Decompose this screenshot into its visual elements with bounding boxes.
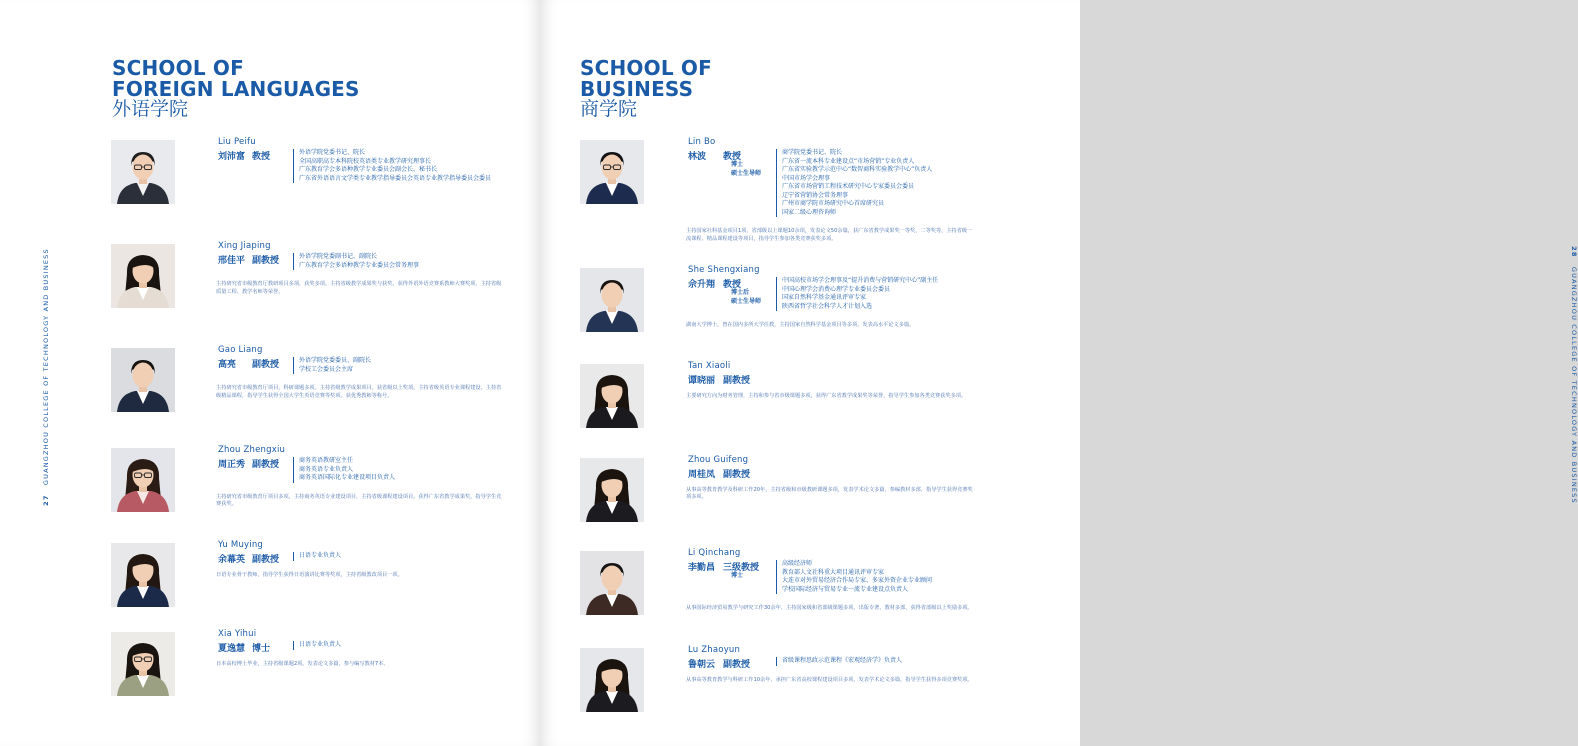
- left-page-number: 27: [42, 494, 50, 506]
- profile-academic-title: 教授: [252, 152, 271, 162]
- profile-role: 高级经济师: [782, 560, 813, 567]
- profile-photo: [111, 348, 175, 412]
- profile-academic-title: 副教授: [723, 470, 751, 480]
- profile-role: 陕西省哲学社会科学人才计划入选: [782, 302, 873, 310]
- profile-photo: [111, 244, 175, 308]
- profile-photo: [580, 648, 644, 712]
- profile-roles: [293, 641, 341, 650]
- profile-photo: [580, 458, 644, 522]
- profile-role: 商学院党委书记、院长: [782, 149, 843, 156]
- right-school-title-en: [580, 58, 712, 100]
- right-side-caption: [1570, 240, 1578, 504]
- profile-name-en: Zhou Guifeng: [688, 455, 749, 465]
- profile-role: 商务英语教研室主任: [299, 457, 354, 464]
- left-school-title-en: [112, 58, 360, 100]
- profile-name-en: Zhou Zhengxiu: [218, 445, 286, 455]
- profile-name-cn: 周桂凤: [688, 470, 716, 480]
- profile-degrees: [731, 572, 743, 581]
- profile-name-en: Yu Muying: [218, 540, 264, 550]
- left-title-line-2: FOREIGN LANGUAGES: [112, 77, 360, 101]
- profile-bio: 湖南大学博士，曾在国内多所大学任教，主持国家自然科学基金项目等多项，发表高水平论文多篇。: [686, 322, 915, 328]
- profile-photo: [111, 543, 175, 607]
- profile-degree: 硕士生导师: [731, 297, 762, 305]
- profile-name-en: She Shengxiang: [688, 265, 760, 275]
- left-side-college-name: GUANGZHOU COLLEGE OF TECHNOLOGY AND BUSINESS: [42, 248, 50, 486]
- profile-bio: 从事高等教育教学与科研工作10余年，承担广东省高校课程建设项目多项，发表学术论文多篇，指导学生获得多项竞赛奖项。: [686, 676, 973, 683]
- profile-role: 大连市对外贸易经济合作局专家、多家外资企业专业顾问: [782, 577, 933, 584]
- profile-role: 广东省一流本科专业建设点“市场营销”专业负责人: [782, 157, 915, 165]
- profile-academic-title: 副教授: [723, 660, 751, 670]
- profile-photo: [580, 268, 644, 332]
- profile-role: 国家二级心理咨询师: [782, 208, 837, 216]
- profile-name-cn: 刘沛富: [218, 152, 246, 162]
- profile-academic-title: 副教授: [723, 376, 751, 386]
- profile-name-en: Tan Xiaoli: [688, 361, 731, 371]
- profile-role: 国家自然科学基金通讯评审专家: [782, 294, 867, 301]
- profile-name-en: Xia Yihui: [218, 629, 257, 639]
- profile-roles: [293, 253, 419, 270]
- profile-name-cn: 周正秀: [218, 460, 246, 470]
- profile-roles: [293, 552, 341, 561]
- profile-roles: [293, 457, 395, 483]
- profile-roles: [776, 277, 938, 311]
- profile-academic-title: 副教授: [252, 555, 280, 565]
- right-side-college-name: GUANGZHOU COLLEGE OF TECHNOLOGY AND BUSINESS: [1570, 266, 1578, 504]
- left-school-title-cn: 外语学院: [112, 98, 189, 120]
- right-page-number: 28: [1570, 246, 1578, 258]
- left-page: [0, 0, 540, 746]
- profile-photo: [111, 632, 175, 696]
- profile-name-en: Gao Liang: [218, 345, 263, 355]
- profile-name-cn: 谭晓丽: [688, 376, 716, 386]
- profile-role: 教育部人文社科重大项目通讯评审专家: [782, 568, 885, 576]
- profile-role: 中国心理学会消费心理学专业委员会委员: [782, 285, 891, 293]
- profile-name-cn: 林波: [688, 152, 707, 162]
- profile-roles: [293, 149, 491, 183]
- profile-academic-title: 副教授: [252, 360, 280, 370]
- profile-role: 中国高校市场学会理事及“提升消费与营销研究中心”副主任: [782, 277, 939, 284]
- profile-name-cn: 夏逸慧: [218, 644, 246, 654]
- profile-name-cn: 李勤昌: [688, 563, 716, 573]
- profile-roles: [293, 357, 371, 374]
- profile-photo: [580, 140, 644, 204]
- profile-roles: [776, 149, 932, 217]
- profile-bio: 主持研究省市级教育厅项目，科研课题多项。主持省级教学成果项目，获省级以上奖项。主持省级英语专业课程建设，主持省级精品课程，指导学生获得全国大学生英语竞赛等奖项。获优秀教师等称号。: [216, 385, 502, 399]
- profile-degrees: [731, 161, 761, 178]
- profile-role: 广东省实验教学示范中心“数智商科实验教学中心”负责人: [782, 166, 933, 173]
- profile-bio: 日语专业骨干教师，指导学生获得日语演讲比赛等奖项，主持省级教改项目一项。: [216, 571, 403, 578]
- profile-academic-title: 三级教授: [723, 563, 760, 573]
- profile-name-en: Xing Jiaping: [218, 241, 271, 251]
- profile-role: 全国高职高专本科院校英语类专业教学研究理事长: [299, 157, 432, 165]
- profile-name-en: Liu Peifu: [218, 137, 256, 147]
- profile-role: 外语学院党委书记、院长: [299, 149, 366, 156]
- profile-name-cn: 高亮: [218, 360, 237, 370]
- profile-role: 学校工会委员会主席: [299, 365, 354, 373]
- profile-academic-title: 教授: [723, 152, 742, 162]
- profile-role: 日语专业负责人: [299, 552, 342, 559]
- left-side-caption: [42, 248, 50, 512]
- profile-degree: 博士: [731, 161, 744, 168]
- profile-bio: 从事国际经济贸易教学与研究工作30余年，主持国家级和省部级课题多项，出版专著、教材多部，获得省部级以上奖励多项。: [686, 605, 973, 611]
- profile-photo: [580, 551, 644, 615]
- profile-role: 外语学院党委委员、副院长: [299, 357, 372, 364]
- profile-academic-title: 教授: [723, 280, 742, 290]
- right-title-line-2: BUSINESS: [580, 77, 694, 101]
- profile-roles: [776, 560, 932, 594]
- profile-role: 广东教育学会多语种教学专业委员会副会长、秘书长: [299, 166, 438, 173]
- profile-degree: 博士后: [731, 289, 750, 296]
- profile-name-en: Lin Bo: [688, 137, 716, 147]
- profile-academic-title: 副教授: [252, 460, 280, 470]
- profile-role: 日语专业负责人: [299, 641, 342, 648]
- right-page: [540, 0, 1578, 746]
- profile-role: 广东省外语语言文学类专业教学指导委员会英语专业教学指导委员会委员: [299, 174, 492, 182]
- profile-photo: [111, 448, 175, 512]
- right-title-line-1: SCHOOL OF: [580, 56, 712, 80]
- profile-role: 商务英语国际化专业建设项目负责人: [299, 474, 396, 481]
- profile-photo: [111, 140, 175, 204]
- profile-bio: 主持研究省市级教育厅教研项目多项，获奖多项。主持省级教学成果奖与获奖，获得外语外语竞赛系教师大赛奖项，主持省级质量工程、教学名师等荣誉。: [216, 281, 502, 295]
- profile-name-cn: 余幕英: [218, 555, 246, 565]
- profile-bio: 主持研究省市级教育厅项目多项，主持商务英语专业建设项目，主持省级课程建设项目。获得广东省教学成果奖，指导学生竞赛获奖。: [216, 493, 502, 508]
- profile-name-cn: 邢佳平: [218, 256, 246, 266]
- profile-bio: 主持国家社科基金项目1项，省部级以上课题10余项，发表论文50余篇，获广东省教学成果奖一等奖、二等奖等，主持省级一流课程、精品课程建设等项目，指导学生参加各类竞赛获奖多项。: [686, 228, 973, 242]
- profile-role: 外语学院党委副书记、副院长: [299, 253, 378, 260]
- right-school-title-cn: 商学院: [580, 98, 638, 120]
- profile-roles: [776, 657, 902, 666]
- profile-name-cn: 佘升翔: [688, 280, 716, 290]
- profile-name-en: Li Qinchang: [688, 548, 741, 558]
- profile-name-en: Lu Zhaoyun: [688, 645, 741, 655]
- left-title-line-1: SCHOOL OF: [112, 56, 244, 80]
- profile-role: 广东省市场营销工程技术研究中心专家委员会委员: [782, 183, 915, 190]
- profile-bio: 主要研究方向为财务管理，主持和参与省市级课题多项，获得广东省教学成果奖等荣誉，指导学生参加各类竞赛获奖多项。: [686, 392, 967, 399]
- profile-role: 学校国际经济与贸易专业一流专业建设点负责人: [782, 585, 909, 593]
- profile-photo: [580, 364, 644, 428]
- profile-degree: 博士: [731, 572, 744, 579]
- profile-degree: 硕士生导师: [731, 169, 762, 177]
- profile-academic-title: 副教授: [252, 256, 280, 266]
- profile-academic-title: 博士: [252, 644, 271, 654]
- profile-role: 广州市商学院市场研究中心首席研究员: [782, 200, 885, 207]
- profile-bio: 从事高等教育教学及科研工作20年，主持省级和市级教研课题多项，发表学术论文多篇，参编教材多部，指导学生获得竞赛奖项多项。: [686, 486, 973, 501]
- profile-role: 中国市场学会理事: [782, 174, 831, 182]
- profile-name-cn: 鲁朝云: [688, 660, 716, 670]
- profile-role: 辽宁省营销协会常务理事: [782, 191, 849, 199]
- profile-role: 广东教育学会多语种教学专业委员会常务理事: [299, 261, 420, 269]
- profile-role: 省级课程思政示范课程《宏观经济学》负责人: [782, 657, 903, 664]
- profile-bio: 日本高校博士毕业，主持省级课题2项，发表论文多篇，参与编写教材7本。: [216, 660, 389, 667]
- profile-degrees: [731, 289, 761, 306]
- profile-role: 商务英语专业负责人: [299, 465, 354, 473]
